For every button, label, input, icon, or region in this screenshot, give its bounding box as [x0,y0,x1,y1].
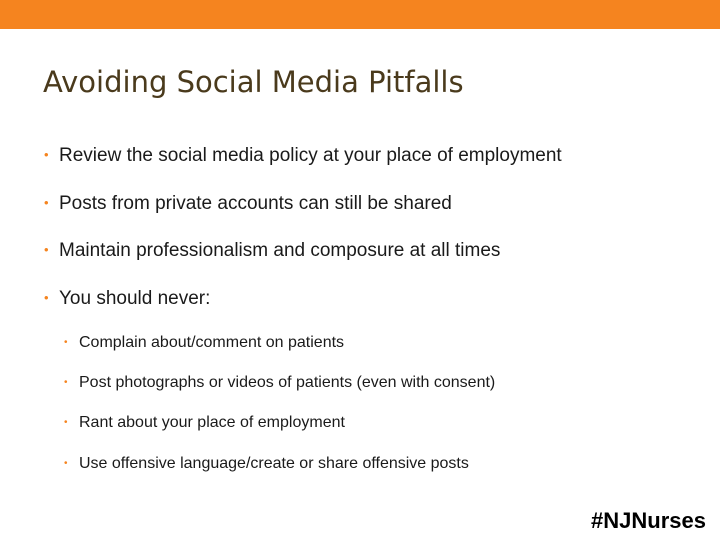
bullet-item [44,239,500,263]
sub-bullet-dot-icon: • [64,377,68,388]
sub-bullet-text: Post photographs or videos of patients (even with consent) [79,374,496,391]
sub-bullet-item [64,333,344,353]
sub-bullet-item [64,454,469,474]
header-accent-bar [0,0,720,29]
bullet-dot-icon: • [44,290,49,305]
bullet-text: Posts from private accounts can still be shared [59,193,452,214]
sub-bullet-item [64,413,345,433]
bullet-item [44,192,452,216]
sub-bullet-dot-icon: • [64,458,68,469]
sub-bullet-dot-icon: • [64,337,68,348]
sub-bullet-item [64,373,495,393]
slide-title: Avoiding Social Media Pitfalls [43,65,464,99]
bullet-dot-icon: • [44,195,49,210]
sub-bullet-text: Rant about your place of employment [79,414,345,431]
bullet-item [44,287,210,311]
sub-bullet-text: Use offensive language/create or share offensive posts [79,455,469,472]
bullet-text: Review the social media policy at your place of employment [59,145,562,166]
bullet-item [44,144,562,168]
bullet-text: You should never: [59,288,211,309]
bullet-text: Maintain professionalism and composure at all times [59,240,501,261]
hashtag-label: #NJNurses [591,508,706,533]
bullet-dot-icon: • [44,147,49,162]
sub-bullet-text: Complain about/comment on patients [79,334,345,351]
sub-bullet-dot-icon: • [64,417,68,428]
bullet-dot-icon: • [44,242,49,257]
